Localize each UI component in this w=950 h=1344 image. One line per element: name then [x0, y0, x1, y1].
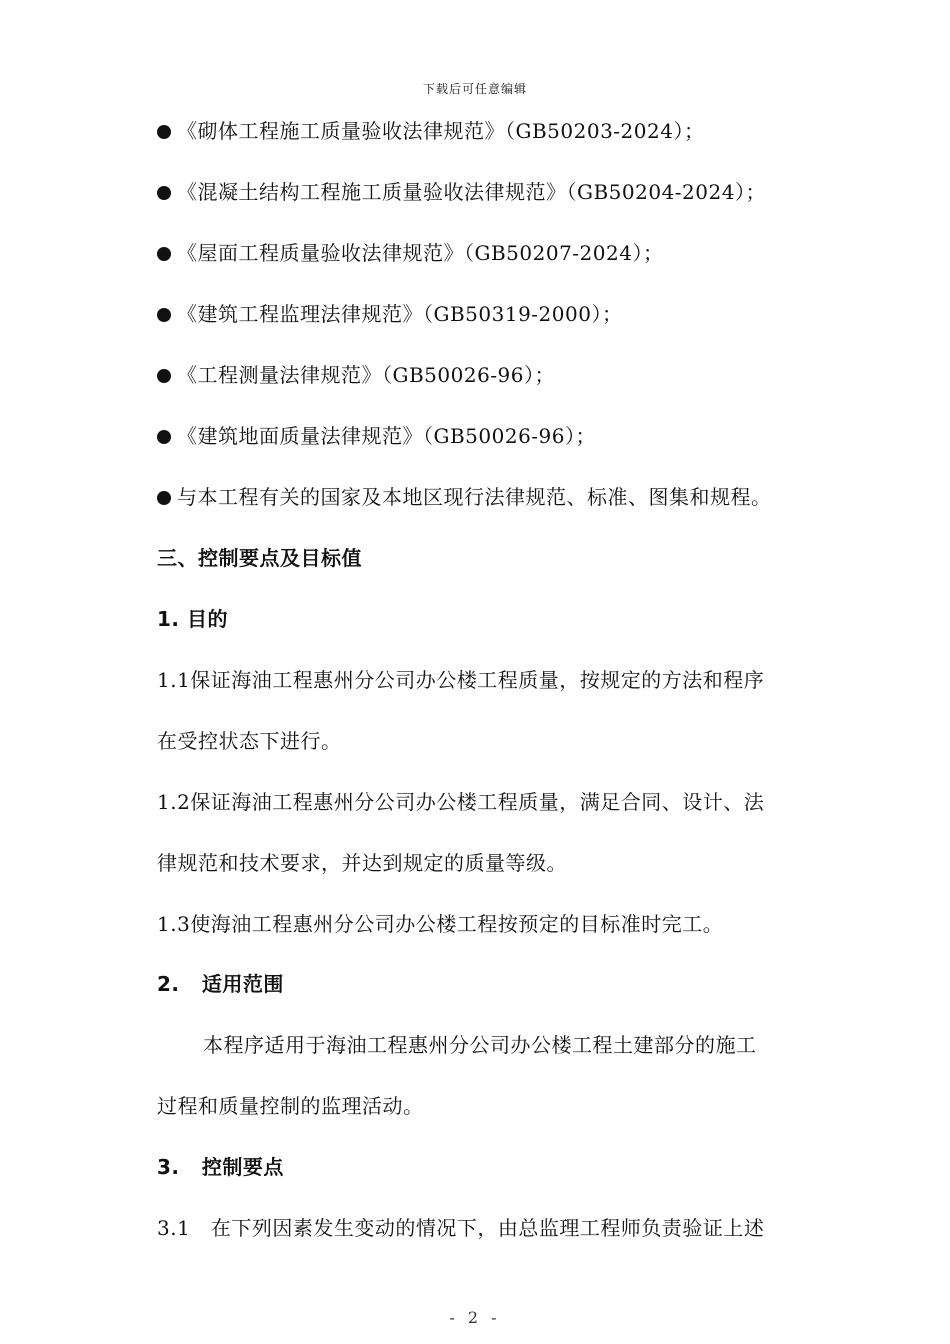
list-item: 《混凝土结构工程施工质量验收法律规范》（GB50204-2024）；: [157, 176, 766, 205]
paragraph-1-1: 1.1保证海油工程惠州分公司办公楼工程质量，按规定的方法和程序: [157, 668, 765, 692]
bullet-icon: [157, 308, 171, 322]
paragraph-1-2-continued: 律规范和技术要求，并达到规定的质量等级。: [157, 851, 567, 875]
paragraph-scope-continued: 过程和质量控制的监理活动。: [157, 1094, 424, 1118]
paragraph-1-3: 1.3使海油工程惠州分公司办公楼工程按预定的目标准时完工。: [157, 912, 724, 936]
heading-scope: 2. 适用范围: [157, 972, 284, 996]
bullet-icon: [157, 125, 171, 139]
list-item: 《建筑工程监理法律规范》（GB50319-2000）；: [157, 298, 622, 327]
bullet-icon: [157, 369, 171, 383]
list-item: 《砌体工程施工质量验收法律规范》（GB50203-2024）；: [157, 115, 704, 144]
heading-purpose: 1. 目的: [157, 607, 228, 631]
list-item: 与本工程有关的国家及本地区现行法律规范、标准、图集和规程。: [157, 481, 772, 510]
bullet-icon: [157, 186, 171, 200]
list-item: 《建筑地面质量法律规范》（GB50026-96）；: [157, 420, 596, 449]
page-header: 下载后可任意编辑: [422, 82, 527, 96]
paragraph-1-2: 1.2保证海油工程惠州分公司办公楼工程质量，满足合同、设计、法: [157, 790, 765, 814]
bullet-icon: [157, 247, 171, 261]
paragraph-scope: 本程序适用于海油工程惠州分公司办公楼工程土建部分的施工: [203, 1033, 757, 1057]
bullet-icon: [157, 430, 171, 444]
list-item: 《屋面工程质量验收法律规范》（GB50207-2024）；: [157, 237, 663, 266]
page-number: - 2 -: [449, 1308, 501, 1327]
list-item: 《工程测量法律规范》（GB50026-96）；: [157, 359, 555, 388]
heading-control-points: 3. 控制要点: [157, 1155, 284, 1179]
paragraph-1-1-continued: 在受控状态下进行。: [157, 729, 342, 753]
section-title: 三、控制要点及目标值: [157, 546, 362, 570]
bullet-icon: [157, 491, 171, 505]
paragraph-3-1: 3.1 在下列因素发生变动的情况下，由总监理工程师负责验证上述: [157, 1216, 765, 1240]
